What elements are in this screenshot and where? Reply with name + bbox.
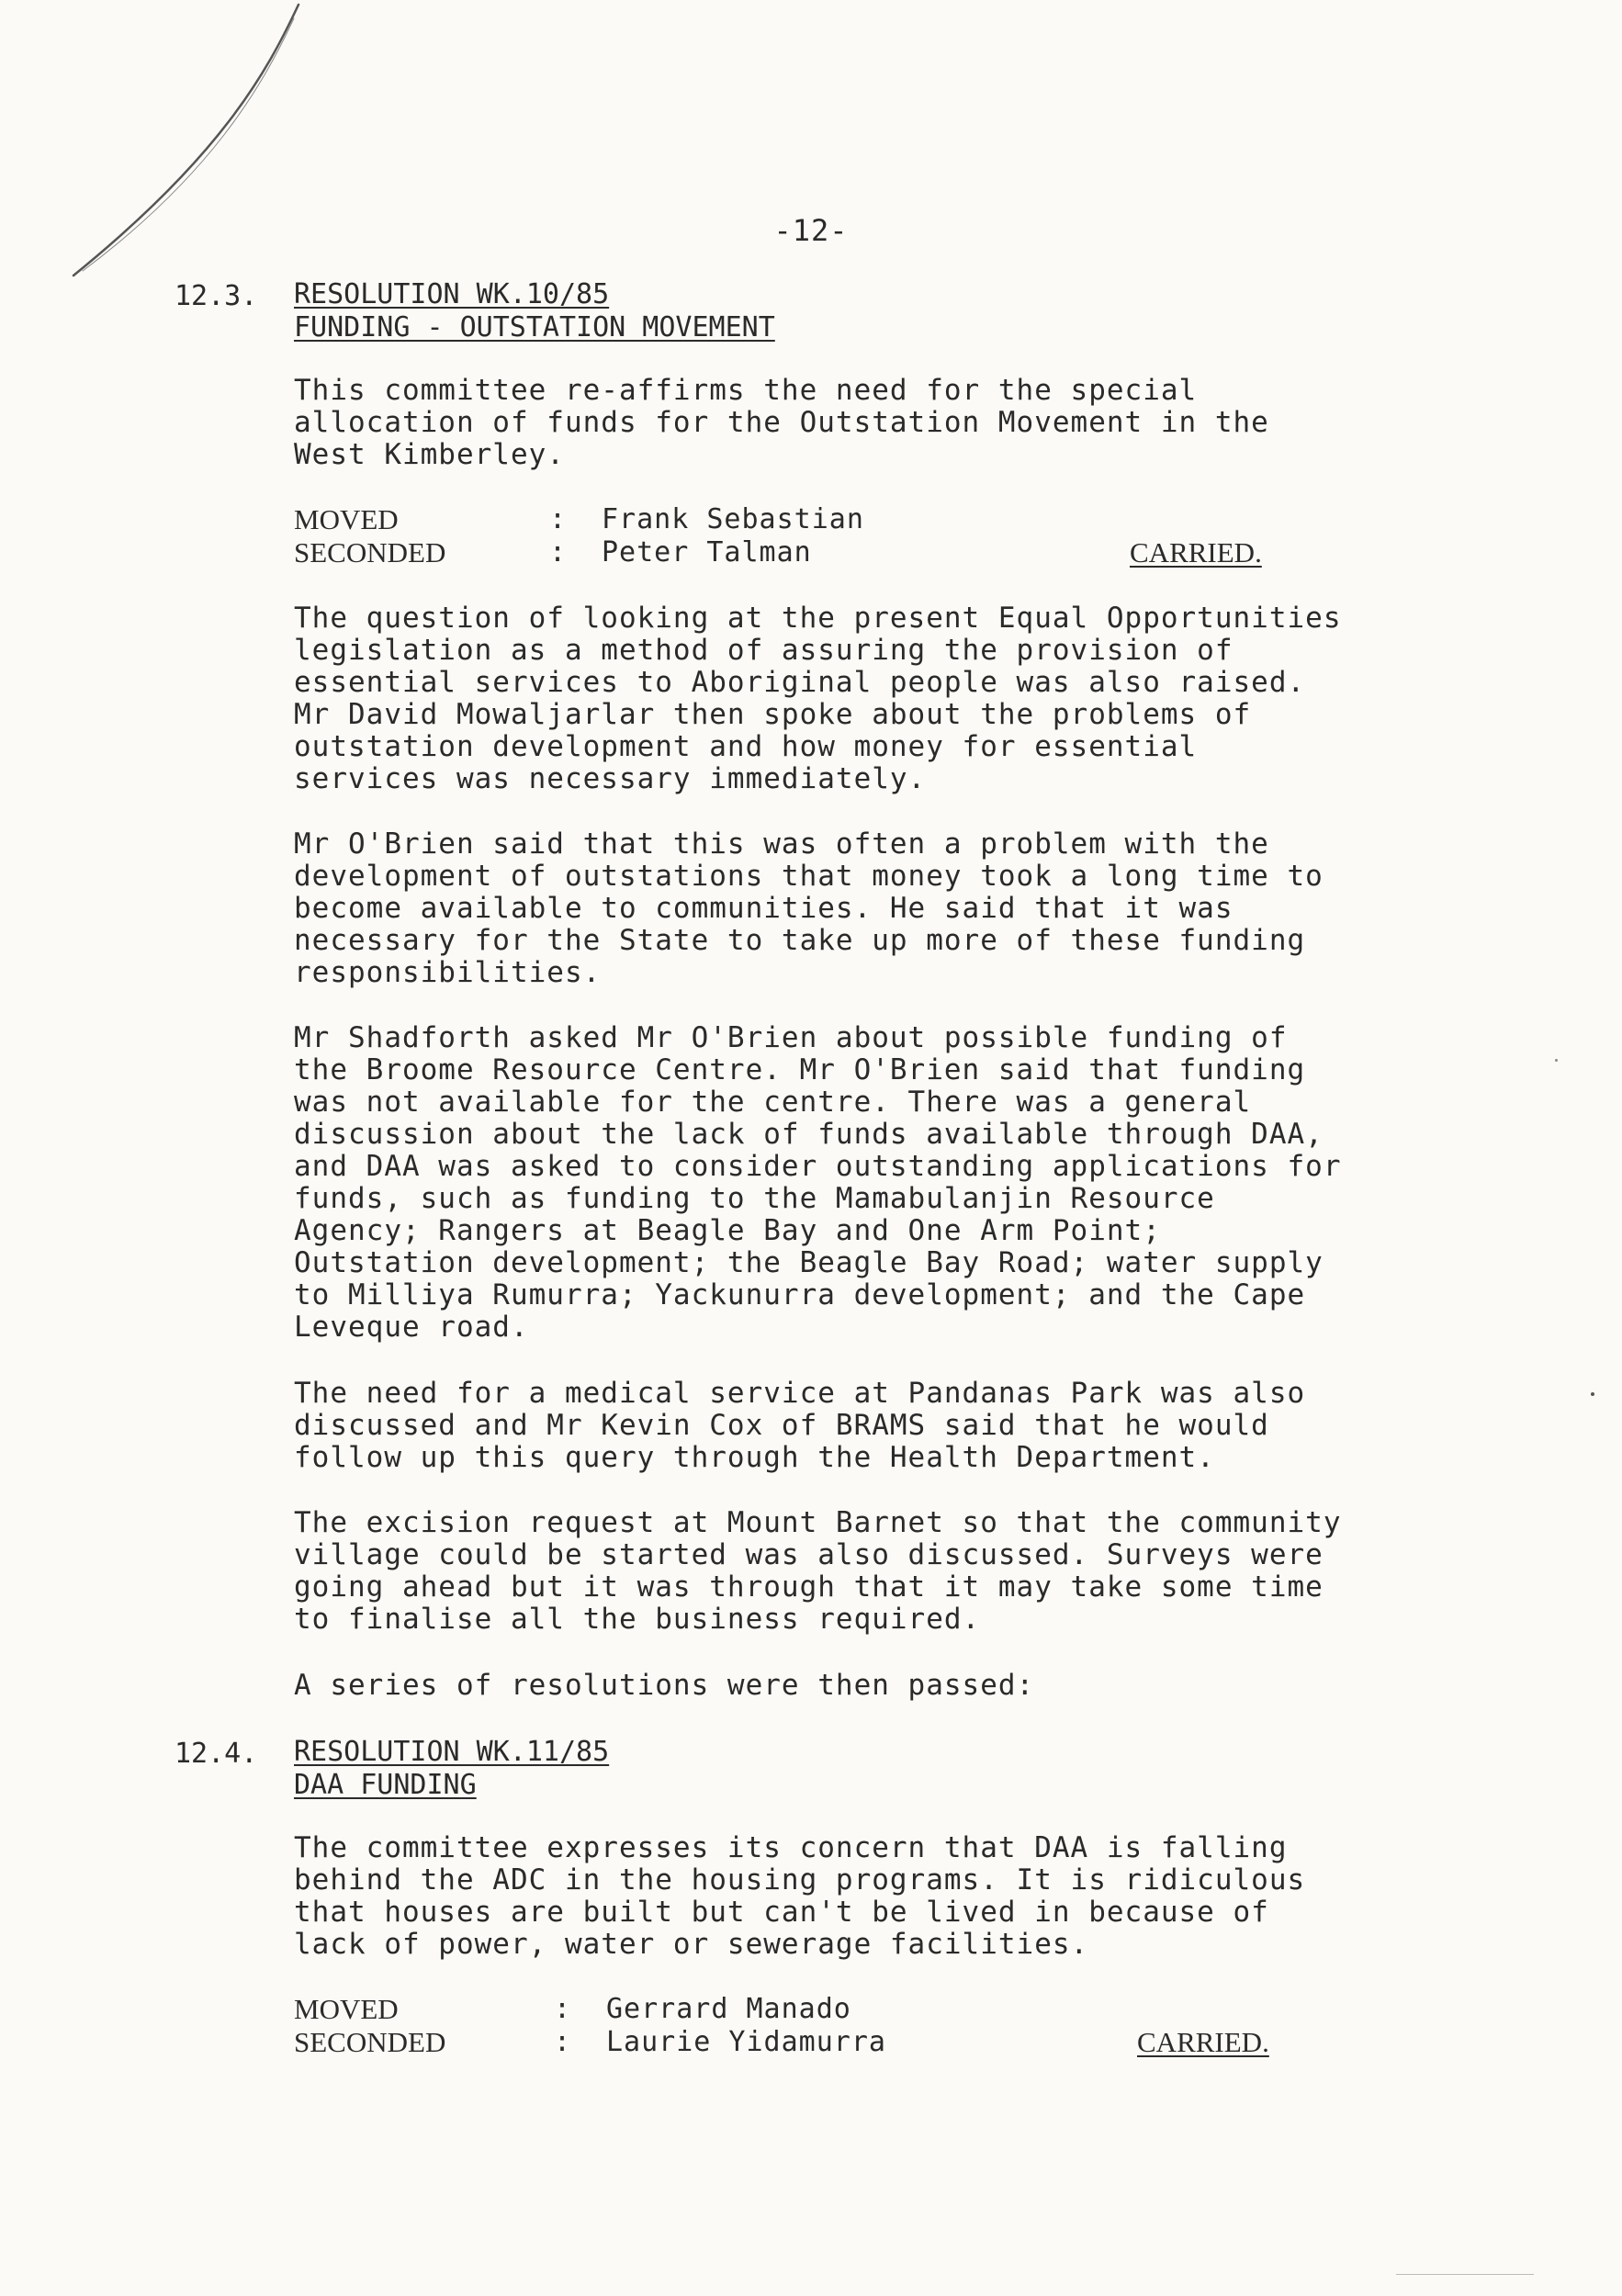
discussion-paragraph: The need for a medical service at Pandanas Park was also discussed and Mr Kevin Cox of BRAMS said that he would follow up this query through the Health Department. [294,1377,1306,1474]
resolution-subject: DAA FUNDING [294,1769,477,1801]
moved-label: MOVED [294,503,399,535]
colon-separator: : [554,1993,571,2025]
discussion-paragraph: Mr O'Brien said that this was often a problem with the development of outstations that money took a long time to become available to communities. He said that it was necessary for the State to take up more of these funding responsibilities. [294,827,1324,989]
scan-speck [1591,1392,1594,1396]
colon-separator: : [554,2026,571,2058]
seconder-name: Laurie Yidamurra [606,2026,886,2058]
resolution-heading-wk11 [294,1736,609,1802]
page-edge-line [1396,2274,1534,2275]
carried-status: CARRIED. [1130,536,1262,568]
discussion-paragraph: A series of resolutions were then passed: [294,1669,1035,1702]
resolution-text-wk11: The committee expresses its concern that DAA is falling behind the ADC in the housing programs. It is ridiculous that houses are built but can't be lived in because of lack of power, water or sewerage facilities. [294,1831,1306,1961]
resolution-heading-wk10 [294,278,775,344]
seconded-row [294,2026,1350,2059]
seconded-label: SECONDED [294,536,446,568]
page-number: -12- [773,213,849,248]
discussion-paragraph: Mr Shadforth asked Mr O'Brien about possible funding of the Broome Resource Centre. Mr O'Brien said that funding was not available for the centre. There was a general discussion about the lack of funds available through DAA, and DAA was asked to consider outstanding applications for funds, such as funding to the Mamabulanjin Resource Agency; Rangers at Beagle Bay and One Arm Point; Outstation development; the Beagle Bay Road; water supply to Milliya Rumurra; Yackunurra development; and the Cape Leveque road. [294,1021,1342,1344]
carried-status: CARRIED. [1137,2026,1269,2058]
seconder-name: Peter Talman [602,536,812,568]
mover-name: Gerrard Manado [606,1993,851,2025]
moved-row [294,503,1350,536]
section-number-12-4: 12.4. [175,1738,258,1770]
seconded-label: SECONDED [294,2026,446,2058]
resolution-text-wk10: This committee re-affirms the need for the special allocation of funds for the Outstation Movement in the West Kimberley. [294,374,1269,471]
section-number-12-3: 12.3. [175,280,258,312]
colon-separator: : [549,536,567,568]
moved-label: MOVED [294,1993,399,2025]
scan-speck [1555,1059,1558,1062]
discussion-paragraph: The question of looking at the present Equal Opportunities legislation as a method of assuring the provision of essential services to Aboriginal people was also raised. Mr David Mowaljarlar then spoke about the problems of outstation development and how money for essential services was necessary immediately. [294,602,1342,795]
moved-row [294,1993,1350,2026]
resolution-subject: FUNDING - OUTSTATION MOVEMENT [294,311,775,343]
colon-separator: : [549,503,567,535]
seconded-row [294,536,1350,569]
discussion-paragraph: The excision request at Mount Barnet so that the community village could be started was also discussed. Surveys were going ahead but it was through that it may take some time to finalise all the business required. [294,1506,1342,1636]
resolution-title: RESOLUTION WK.10/85 [294,278,610,310]
mover-name: Frank Sebastian [602,503,864,535]
resolution-title: RESOLUTION WK.11/85 [294,1736,610,1768]
